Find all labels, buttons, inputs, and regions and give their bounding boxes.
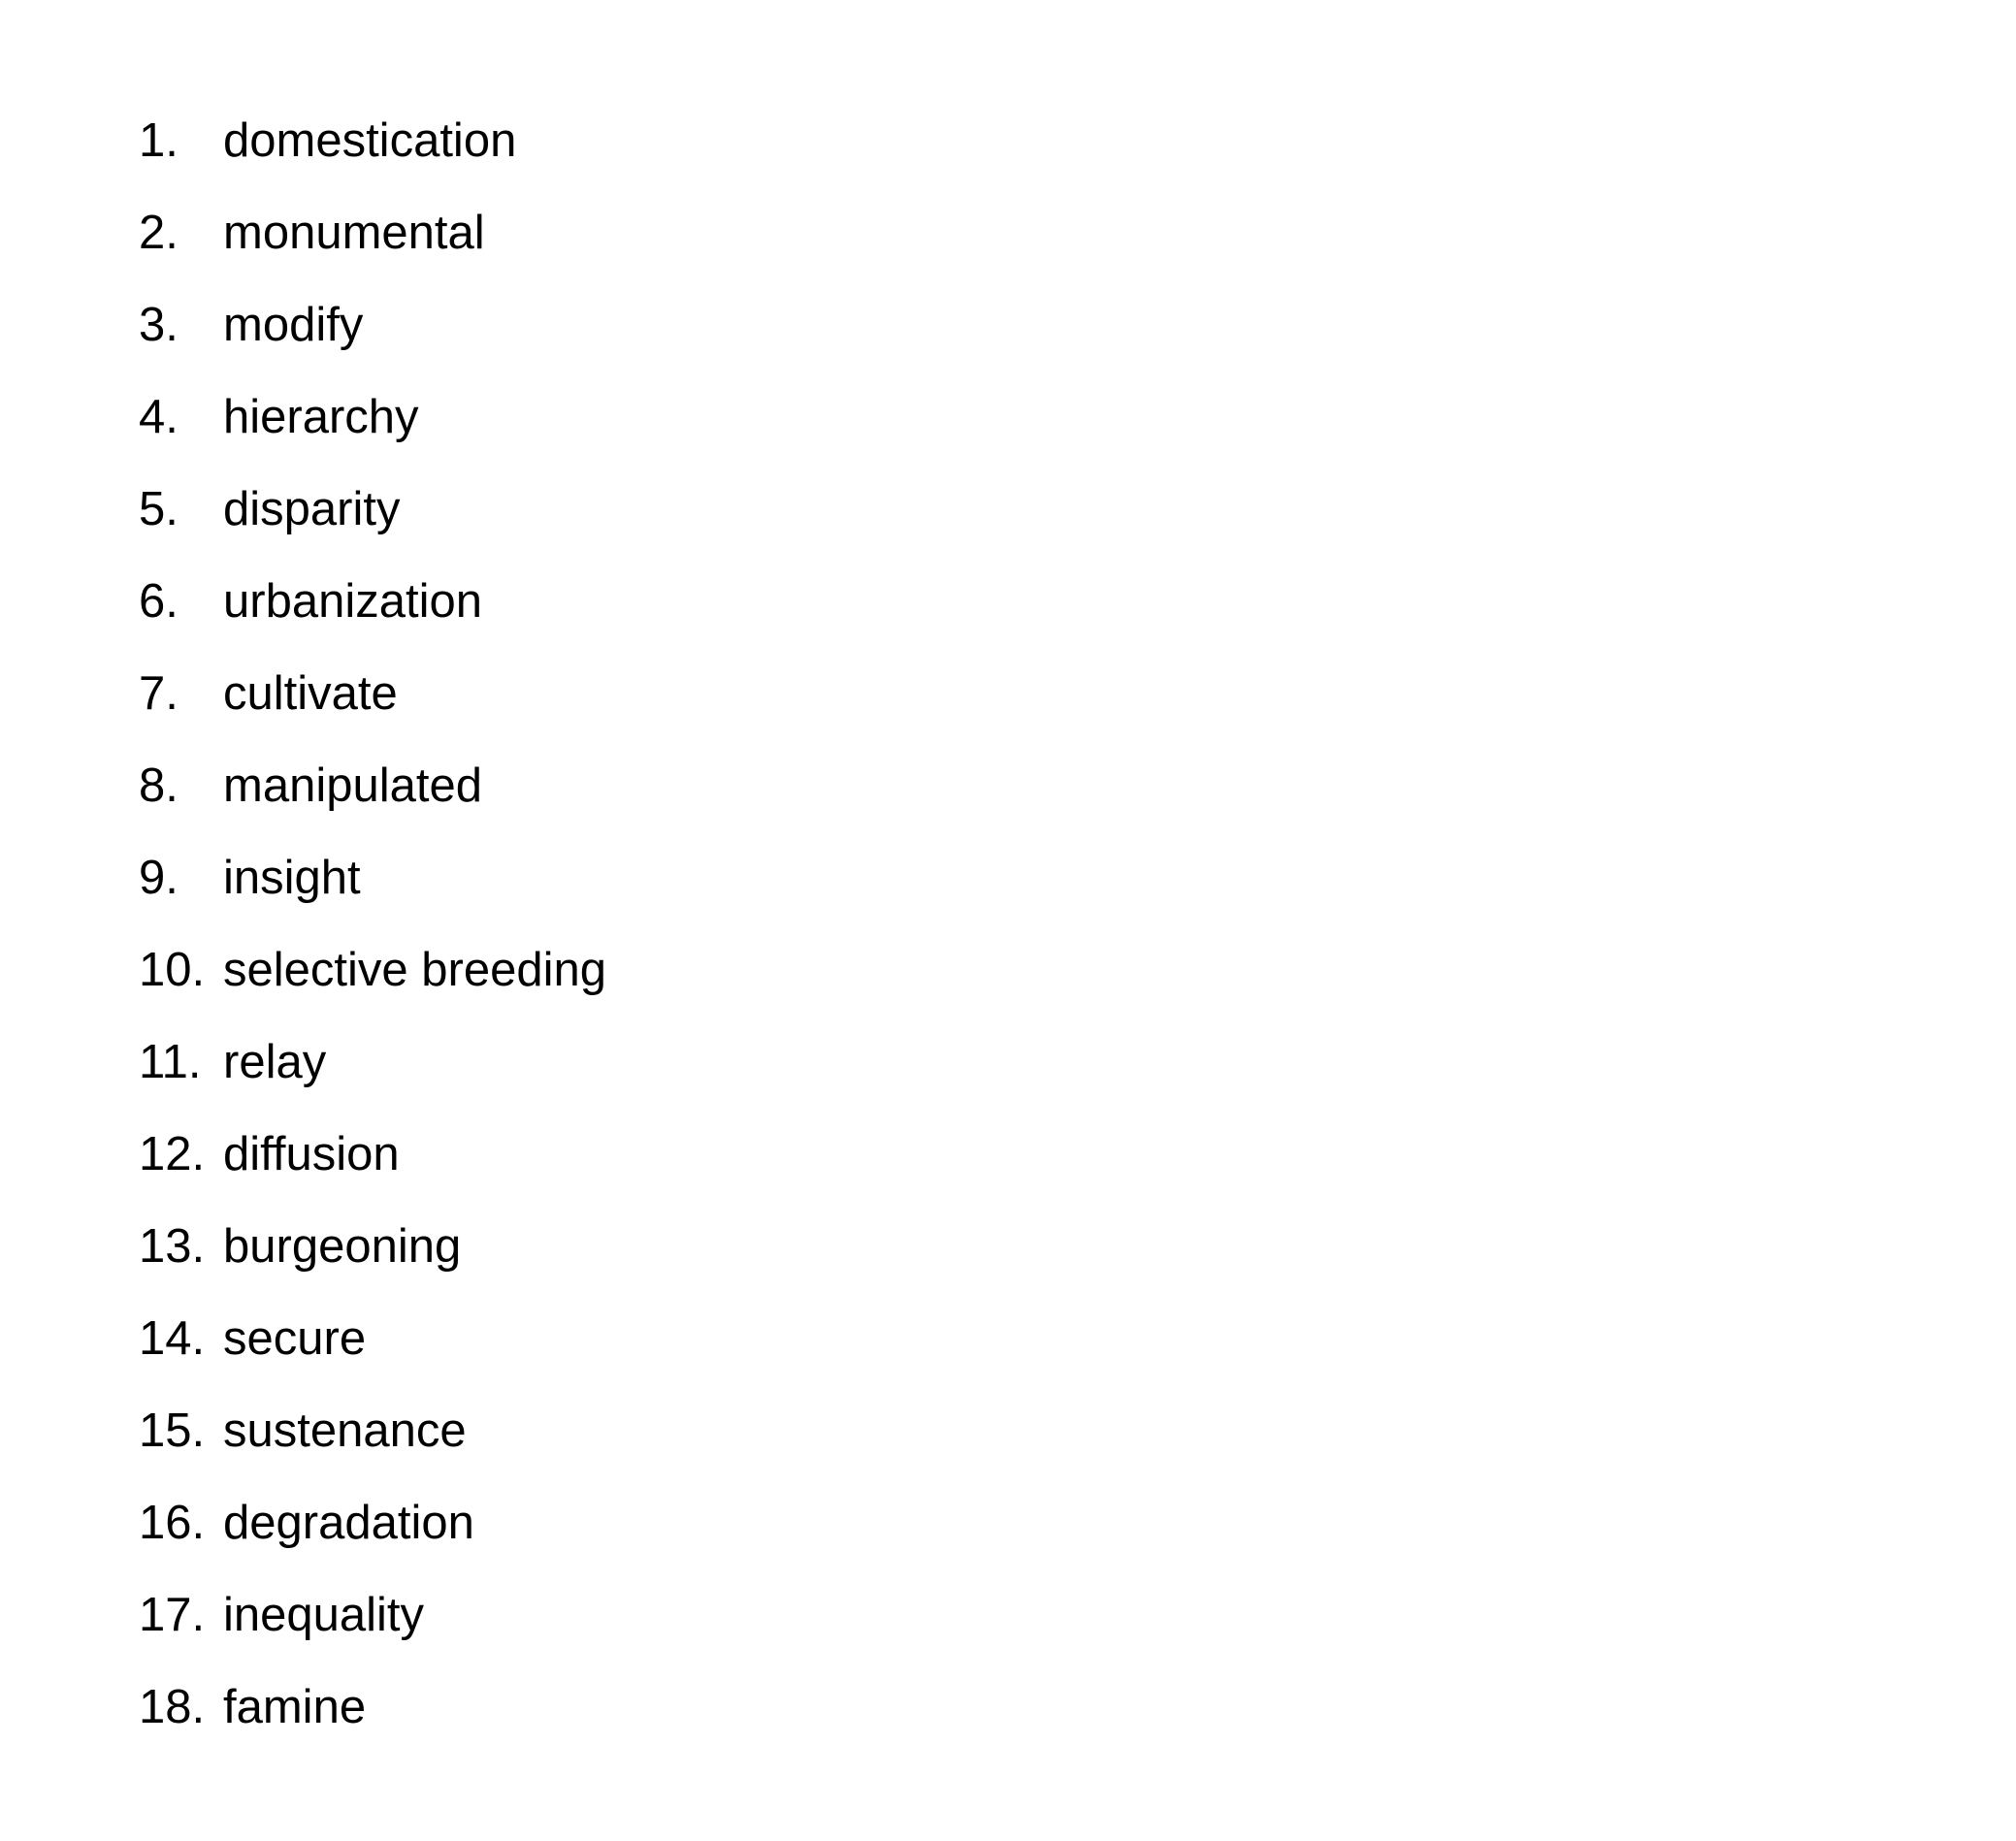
item-term: relay [223, 1036, 327, 1088]
item-term: cultivate [223, 667, 398, 720]
list-item [139, 1675, 606, 1767]
item-number: 1. [139, 114, 179, 167]
list-item [139, 569, 606, 662]
list-item [139, 938, 606, 1030]
item-term: manipulated [223, 759, 482, 812]
list-item [139, 1030, 606, 1122]
item-number: 11. [139, 1036, 202, 1088]
item-term: diffusion [223, 1128, 400, 1180]
item-term: urbanization [223, 575, 482, 628]
list-item [139, 477, 606, 569]
item-number: 4. [139, 391, 179, 443]
item-term: insight [223, 852, 361, 904]
item-term: sustenance [223, 1405, 467, 1457]
item-number: 3. [139, 299, 179, 351]
list-item [139, 109, 606, 201]
item-number: 10. [139, 944, 206, 996]
item-number: 7. [139, 667, 179, 720]
item-number: 6. [139, 575, 179, 628]
item-term: degradation [223, 1497, 474, 1549]
list-item [139, 1491, 606, 1583]
item-number: 2. [139, 207, 179, 259]
item-term: famine [223, 1681, 367, 1733]
list-item [139, 846, 606, 938]
item-number: 16. [139, 1497, 206, 1549]
item-term: monumental [223, 207, 485, 259]
item-term: inequality [223, 1589, 425, 1641]
item-term: disparity [223, 483, 401, 535]
list-item [139, 1307, 606, 1399]
item-term: selective breeding [223, 944, 606, 996]
item-number: 14. [139, 1312, 206, 1365]
list-item [139, 293, 606, 385]
list-item [139, 754, 606, 846]
item-term: domestication [223, 114, 517, 167]
list-item [139, 201, 606, 293]
list-item [139, 1122, 606, 1214]
item-number: 12. [139, 1128, 206, 1180]
item-term: hierarchy [223, 391, 419, 443]
list-item [139, 1399, 606, 1491]
list-item [139, 662, 606, 754]
list-item [139, 385, 606, 477]
item-number: 9. [139, 852, 179, 904]
item-number: 15. [139, 1405, 206, 1457]
item-number: 13. [139, 1220, 206, 1273]
list-item [139, 1214, 606, 1307]
vocabulary-list [139, 109, 606, 1767]
item-term: secure [223, 1312, 367, 1365]
list-item [139, 1583, 606, 1675]
item-number: 8. [139, 759, 179, 812]
item-number: 17. [139, 1589, 206, 1641]
item-term: modify [223, 299, 364, 351]
item-number: 18. [139, 1681, 206, 1733]
item-term: burgeoning [223, 1220, 462, 1273]
item-number: 5. [139, 483, 179, 535]
